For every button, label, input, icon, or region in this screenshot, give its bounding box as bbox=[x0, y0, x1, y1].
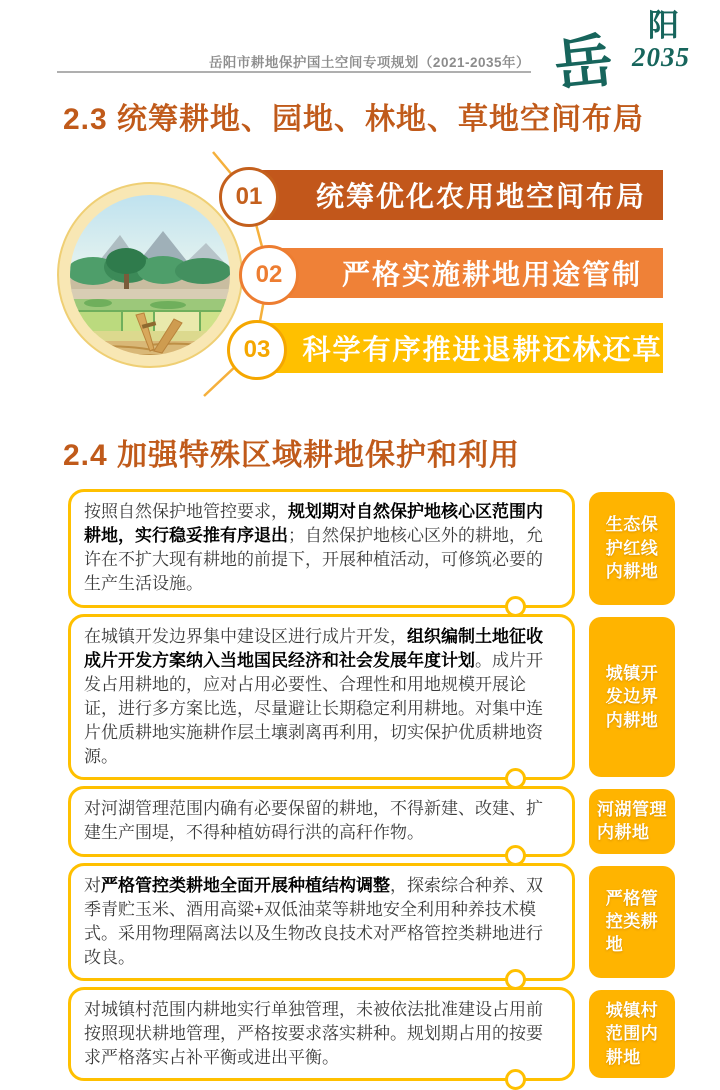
step-bar-3 bbox=[258, 323, 663, 373]
policy-rows bbox=[68, 489, 678, 1087]
policy-row-strict-control bbox=[68, 863, 678, 982]
connector-dot bbox=[505, 845, 526, 866]
step-bar-2-label: 严格实施耕地用途管制 bbox=[341, 259, 642, 290]
logo-character-main: 岳 bbox=[551, 28, 616, 99]
section-2-3-title: 2.3 统筹耕地、园地、林地、草地空间布局 bbox=[63, 103, 645, 136]
step-bar-3-label: 科学有序推进退耕还林还草 bbox=[302, 334, 663, 365]
step-bar-2 bbox=[277, 248, 663, 298]
step-number-badge-3 bbox=[227, 320, 287, 380]
connector-dot bbox=[505, 1069, 526, 1090]
header-divider bbox=[57, 71, 531, 73]
policy-text-box: 对河湖管理范围内确有必要保留的耕地，不得新建、改建、扩建生产围堤，不得种植妨碍行洪的高秆作物。 bbox=[68, 786, 575, 856]
policy-row-urban-boundary bbox=[68, 614, 678, 781]
policy-row-ecological-redline bbox=[68, 489, 678, 608]
document-title: 岳阳市耕地保护国土空间专项规划（2021-2035年） bbox=[208, 55, 530, 70]
category-tab-town-village: 城镇村 范围内 耕地 bbox=[589, 990, 675, 1078]
connector-dot bbox=[505, 596, 526, 617]
connector-dot bbox=[505, 969, 526, 990]
category-tab-river-lake: 河湖管理 内耕地 bbox=[589, 789, 675, 853]
step-number-1: 01 bbox=[235, 183, 263, 210]
step-bar-1 bbox=[255, 170, 663, 220]
section-2-4-title: 2.4 加强特殊区域耕地保护和利用 bbox=[63, 439, 521, 472]
policy-row-town-village bbox=[68, 987, 678, 1081]
step-number-3: 03 bbox=[243, 336, 271, 363]
policy-text-box: 对城镇村范围内耕地实行单独管理，未被依法批准建设占用前按照现状耕地管理，严格按要求落实耕种。规划期占用的按要求严格落实占补平衡或进出平衡。 bbox=[68, 987, 575, 1081]
yueyang-2035-logo bbox=[551, 2, 714, 99]
policy-text-box: 按照自然保护地管控要求，规划期对自然保护地核心区范围内耕地，实行稳妥推有序退出；自然保护地核心区外的耕地，允许在不扩大现有耕地的前提下，开展种植活动，可修筑必要的生产生活设施。 bbox=[68, 489, 575, 608]
step-number-badge-1 bbox=[219, 167, 279, 227]
logo-year: 2035 bbox=[632, 42, 690, 72]
step-number-2: 02 bbox=[255, 261, 283, 288]
farmland-illustration bbox=[58, 183, 242, 367]
category-tab-urban-boundary: 城镇开 发边界 内耕地 bbox=[589, 617, 675, 778]
category-tab-ecological-redline: 生态保 护红线 内耕地 bbox=[589, 492, 675, 605]
policy-row-river-lake bbox=[68, 786, 678, 856]
policy-text-box: 在城镇开发边界集中建设区进行成片开发，组织编制土地征收成片开发方案纳入当地国民经济和社会发展年度计划。成片开发占用耕地的，应对占用必要性、合理性和用地规模开展论证，进行多方案比选，尽量避让长期稳定利用耕地。对集中连片优质耕地实施耕作层土壤剥离再利用，切实保护优质耕地资源。 bbox=[68, 614, 575, 781]
policy-text-box: 对严格管控类耕地全面开展种植结构调整，探索综合种养、双季青贮玉米、酒用高粱+双低油菜等耕地安全利用种养技术模式。采用物理隔离法以及生物改良技术对严格管控类耕地进行改良。 bbox=[68, 863, 575, 982]
step-bar-1-label: 统筹优化农用地空间布局 bbox=[315, 181, 646, 212]
category-tab-strict-control: 严格管 控类耕 地 bbox=[589, 866, 675, 979]
step-number-badge-2 bbox=[239, 245, 299, 305]
logo-character-sub: 阳 bbox=[648, 8, 679, 43]
